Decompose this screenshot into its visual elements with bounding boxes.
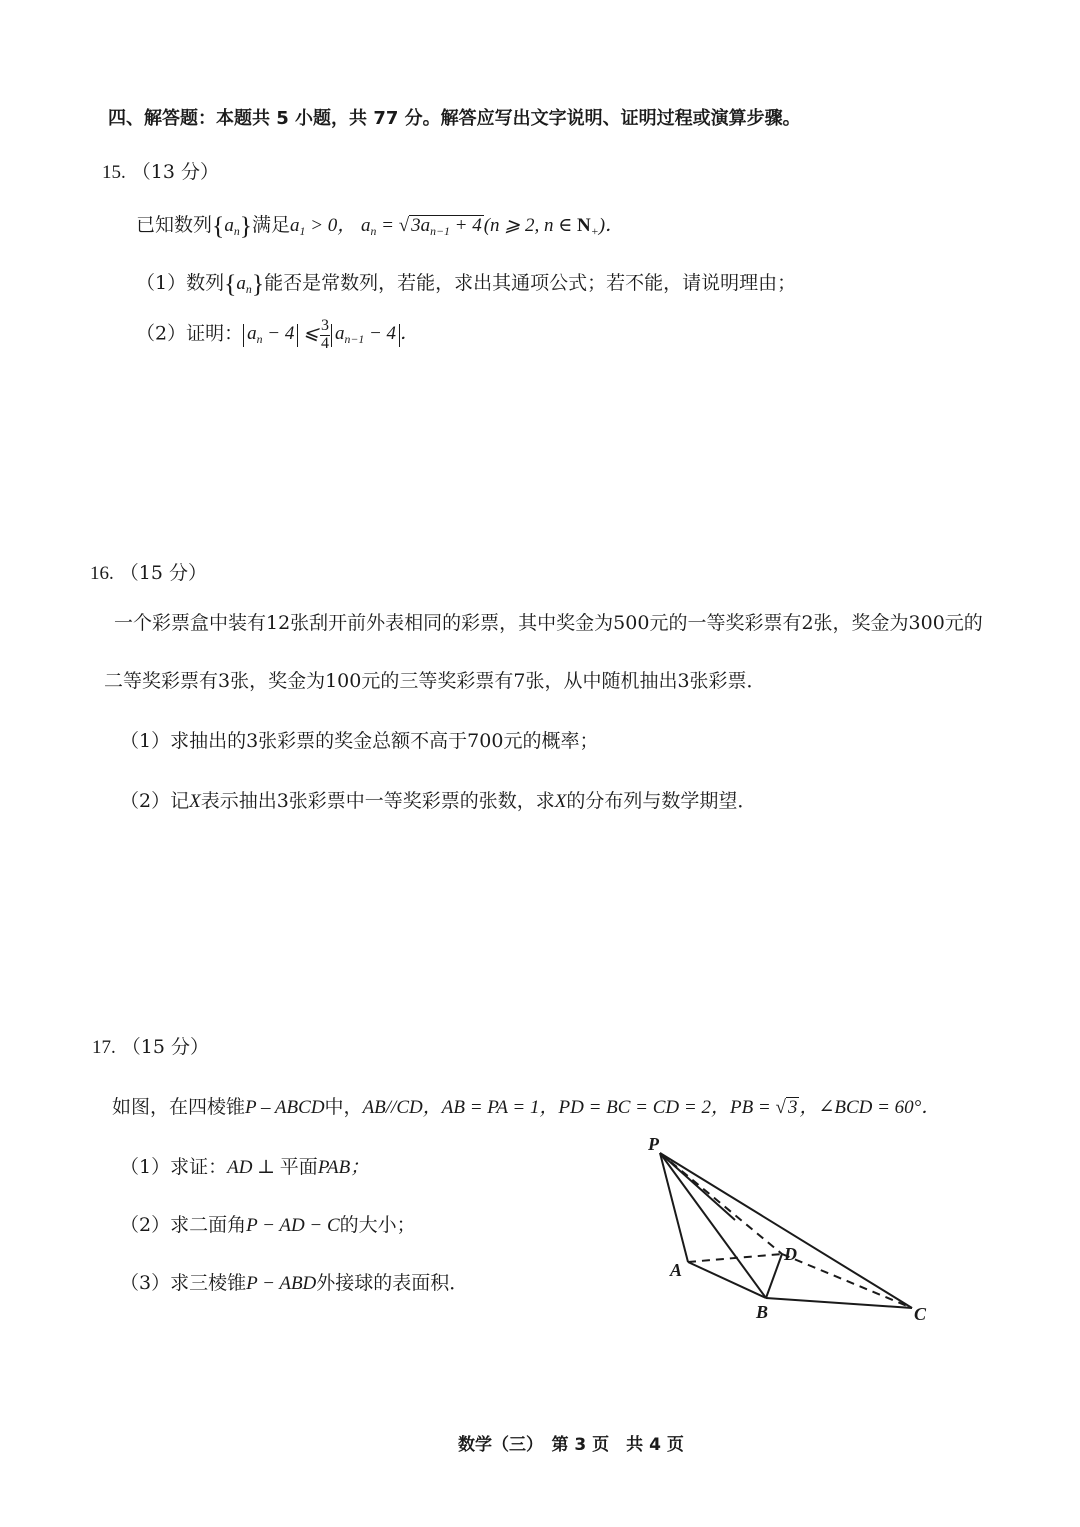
q16-stem-line1: 一个彩票盒中装有12张刮开前外表相同的彩票，其中奖金为500元的一等奖彩票有2张，奖金为300元的 — [114, 612, 983, 634]
q17-stem-b: 中， — [324, 1096, 363, 1118]
q15-part1-label: （1） — [136, 272, 187, 294]
q17-number: 17. — [92, 1037, 116, 1058]
label-P: P — [648, 1134, 659, 1154]
q15-part2 — [136, 318, 419, 352]
q17-part1-math: AD ⊥ — [227, 1157, 280, 1178]
q17-heading — [92, 1032, 209, 1059]
q15-formula: $a_1 > 0$， $a_n$ = √ $3a_{n-1} + 4$ (n ⩾ 2, n ∈ $N_+$)． — [290, 215, 625, 239]
label-D: D — [784, 1244, 797, 1264]
q17-part2 — [120, 1210, 416, 1237]
q17-part2-b: 的大小； — [339, 1214, 416, 1236]
q16-heading — [90, 558, 207, 585]
q16-stem-line2: 二等奖彩票有3张，奖金为100元的三等奖彩票有7张，从中随机抽出3张彩票． — [104, 670, 766, 692]
q16-part1: （1）求抽出的3张彩票的奖金总额不高于700元的概率； — [120, 730, 599, 752]
q15-number: 15. — [102, 162, 126, 183]
q16-var-x: X — [189, 791, 201, 812]
q15-points: （13 分） — [131, 161, 220, 183]
q17-part1-a: （1）求证： — [120, 1156, 228, 1178]
q17-conditions: AB//CD，AB = PA = 1，PD = BC = CD = 2，PB = √ 3 ，∠BCD = 60°． — [362, 1097, 941, 1118]
q15-part2-label: （2） — [136, 322, 187, 345]
label-C: C — [914, 1304, 927, 1324]
label-B: B — [756, 1302, 769, 1322]
label-A: A — [670, 1260, 683, 1280]
q17-plane-pab: PAB； — [317, 1157, 370, 1178]
q15-part2-text: 证明： — [186, 322, 244, 345]
q16-points: （15 分） — [119, 562, 208, 584]
q16-part2 — [120, 786, 756, 813]
q15-heading — [102, 157, 219, 184]
q17-dihedral: P − AD − C — [246, 1215, 340, 1236]
q16-var-x-2: X — [554, 791, 567, 812]
q17-part1-b: 平面 — [279, 1156, 318, 1178]
edge-BD — [766, 1254, 782, 1298]
q15-part1-a: 数列 — [186, 272, 225, 294]
q17-part1 — [120, 1152, 369, 1179]
q17-part2-a: （2）求二面角 — [120, 1214, 247, 1236]
q16-number: 16. — [90, 563, 114, 584]
pyramid-figure — [640, 1130, 940, 1330]
q17-pyramid-name: P – ABCD — [245, 1097, 325, 1118]
q17-stem — [112, 1092, 940, 1119]
q16-part2-a: （2）记 — [120, 790, 190, 812]
q17-part3 — [120, 1268, 468, 1295]
q15-stem-prefix: 已知数列 — [136, 214, 213, 236]
edge-PC — [660, 1153, 912, 1308]
q16-part2-b: 表示抽出3张彩票中一等奖彩票的张数，求 — [200, 790, 555, 812]
page-footer: 数学（三） 第 3 页 共 4 页 — [458, 1435, 684, 1455]
q15-stem-cond: 满足 — [252, 214, 291, 236]
section-header: 四、解答题：本题共 5 小题，共 77 分。解答应写出文字说明、证明过程或演算步骤。 — [108, 108, 801, 129]
q15-inequality: $a_n - 4$ ⩽ $\frac{3}{4}$ $a_{n-1} - 4$ ． — [243, 323, 419, 344]
q17-tetra: P − ABD — [246, 1273, 317, 1294]
q15-seq-symbol: $\{a_n\}$ — [212, 211, 253, 241]
q17-stem-a: 如图，在四棱锥 — [112, 1096, 246, 1118]
q17-points: （15 分） — [121, 1036, 210, 1058]
edge-PA — [660, 1153, 688, 1262]
edge-AB — [688, 1262, 766, 1298]
q15-stem — [136, 210, 624, 241]
q17-part3-b: 外接球的表面积． — [316, 1272, 469, 1294]
q15-seq-symbol-2: $\{a_n\}$ — [224, 269, 265, 299]
q15-part1 — [136, 268, 796, 299]
q15-part1-b: 能否是常数列，若能，求出其通项公式；若不能，请说明理由； — [264, 272, 797, 294]
q17-part3-a: （3）求三棱锥 — [120, 1272, 247, 1294]
q16-part2-c: 的分布列与数学期望． — [566, 790, 757, 812]
